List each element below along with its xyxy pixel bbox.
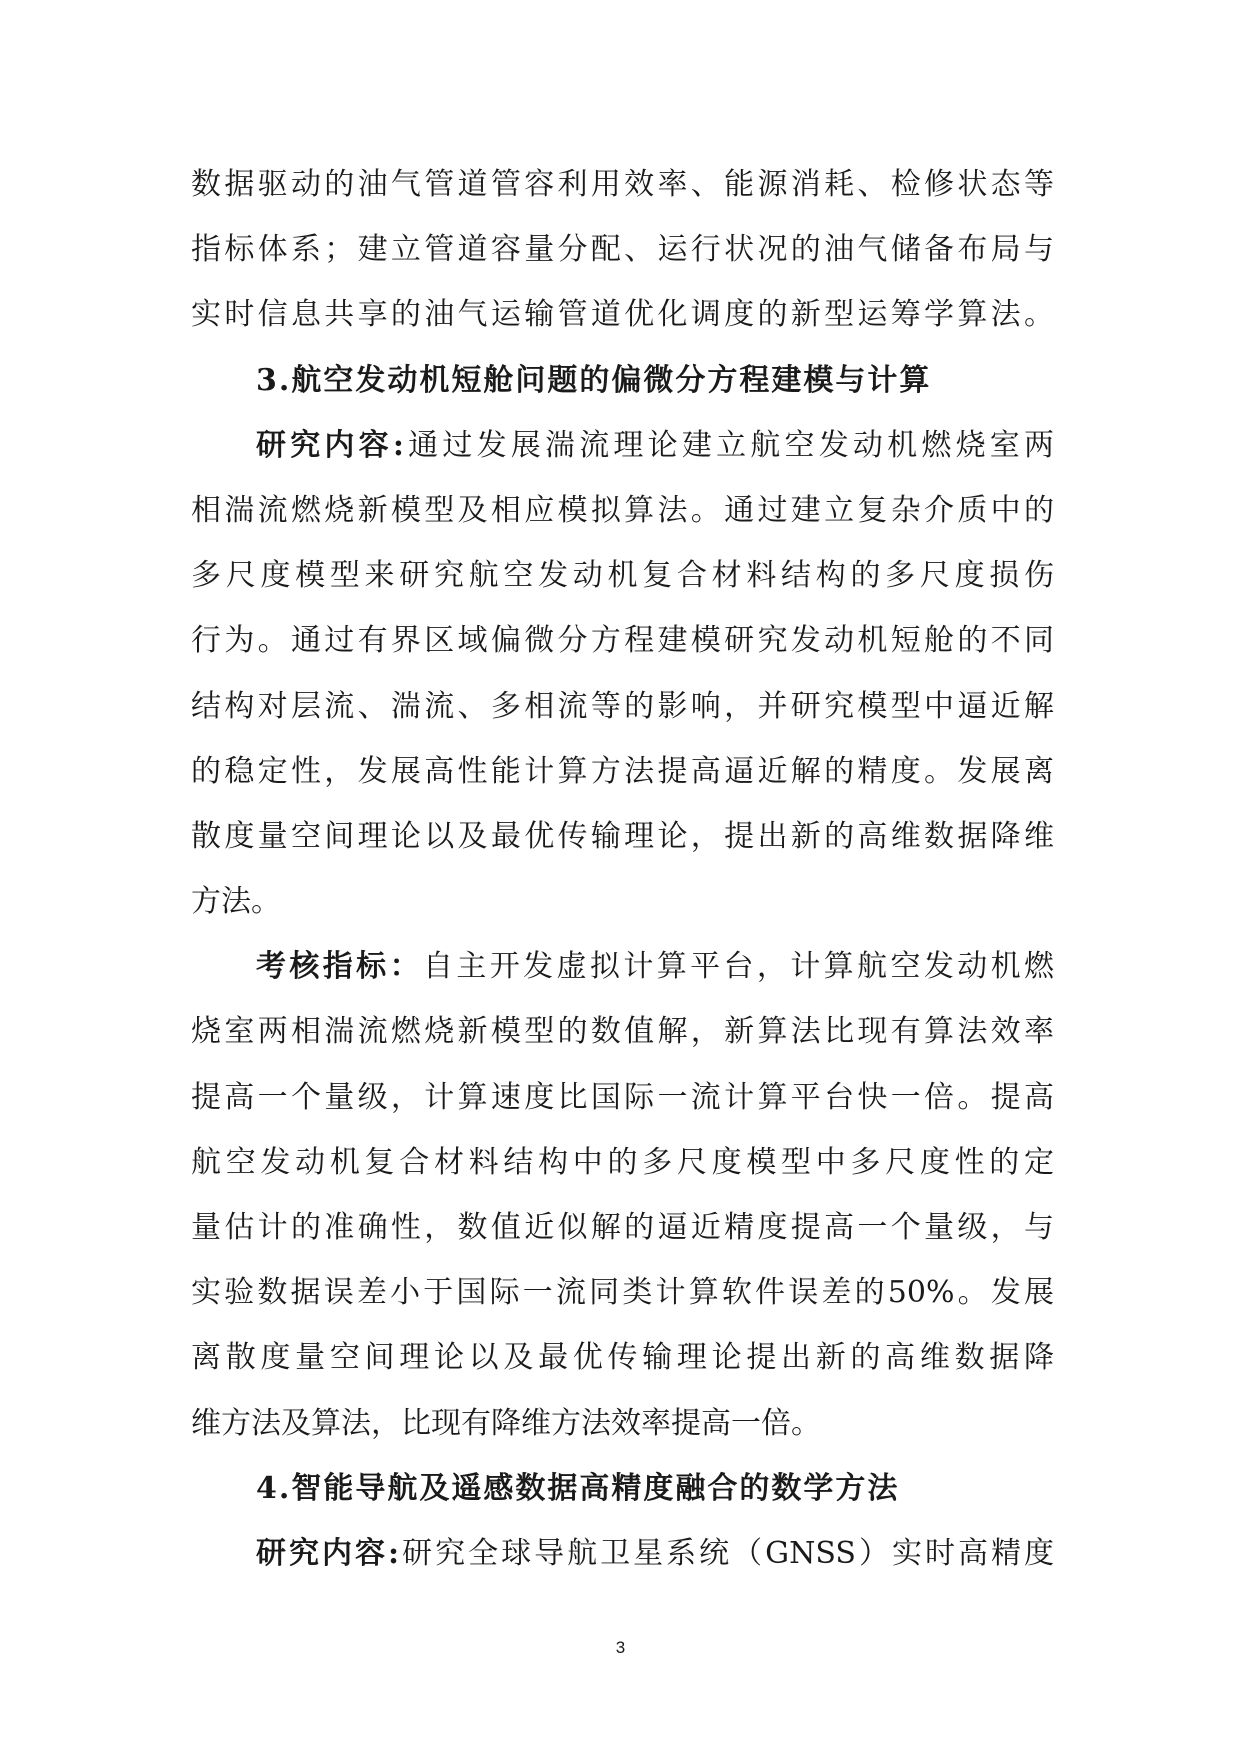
- document-body: [191, 152, 1054, 1586]
- text-line: [191, 1521, 1054, 1586]
- text-line: 实时信息共享的油气运输管道优化调度的新型运筹学算法。: [191, 297, 1054, 333]
- text-line: 行为。通过有界区域偏微分方程建模研究发动机短舱的不同: [191, 623, 1054, 659]
- text-line: 多尺度模型来研究航空发动机复合材料结构的多尺度损伤: [191, 558, 1054, 594]
- text-line: [191, 413, 1054, 478]
- text-line: 航空发动机复合材料结构中的多尺度模型中多尺度性的定: [191, 1144, 1054, 1180]
- text-line: 离散度量空间理论以及最优传输理论提出新的高维数据降: [191, 1340, 1054, 1376]
- text-line-content: 自主开发虚拟计算平台，计算航空发动机燃: [422, 949, 1054, 985]
- paragraph-assessment: [191, 934, 1054, 1456]
- text-line: 相湍流燃烧新模型及相应模拟算法。通过建立复杂介质中的: [191, 492, 1054, 528]
- page-number: 3: [615, 1638, 626, 1657]
- text-line: 实验数据误差小于国际一流同类计算软件误差的50%。发展: [191, 1275, 1054, 1311]
- section-heading: 4.智能导航及遥感数据高精度融合的数学方法: [256, 1470, 900, 1506]
- text-line: 量估计的准确性，数值近似解的逼近精度提高一个量级，与: [191, 1210, 1054, 1245]
- text-line: 的稳定性，发展高性能计算方法提高逼近解的精度。发展离: [191, 753, 1054, 789]
- paragraph-label: 考核指标：: [256, 949, 423, 985]
- text-line: 烧室两相湍流燃烧新模型的数值解，新算法比现有算法效率: [191, 1014, 1054, 1050]
- text-line: 数据驱动的油气管道管容利用效率、能源消耗、检修状态等: [191, 167, 1054, 202]
- paragraph-label: 研究内容:: [256, 1535, 400, 1571]
- text-line-content: 通过发展湍流理论建立航空发动机燃烧室两: [403, 427, 1054, 463]
- text-line: 散度量空间理论以及最优传输理论，提出新的高维数据降维: [191, 818, 1054, 854]
- text-line: 方法。: [191, 884, 281, 920]
- text-line: 结构对层流、湍流、多相流等的影响，并研究模型中逼近解: [191, 688, 1054, 724]
- text-line: [191, 934, 1054, 999]
- section-heading: 3.航空发动机短舱问题的偏微分方程建模与计算: [256, 362, 932, 398]
- paragraph-label: 研究内容:: [256, 427, 404, 463]
- text-line: 指标体系；建立管道容量分配、运行状况的油气储备布局与: [191, 232, 1054, 268]
- text-line: 提高一个量级，计算速度比国际一流计算平台快一倍。提高: [191, 1079, 1054, 1115]
- paragraph-research-content: [191, 1521, 1054, 1586]
- text-line: 维方法及算法，比现有降维方法效率提高一倍。: [191, 1405, 821, 1441]
- paragraph-research-content: [191, 413, 1054, 935]
- text-line-content: 研究全球导航卫星系统（GNSS）实时高精度: [399, 1535, 1054, 1571]
- paragraph-intro: [191, 152, 1054, 348]
